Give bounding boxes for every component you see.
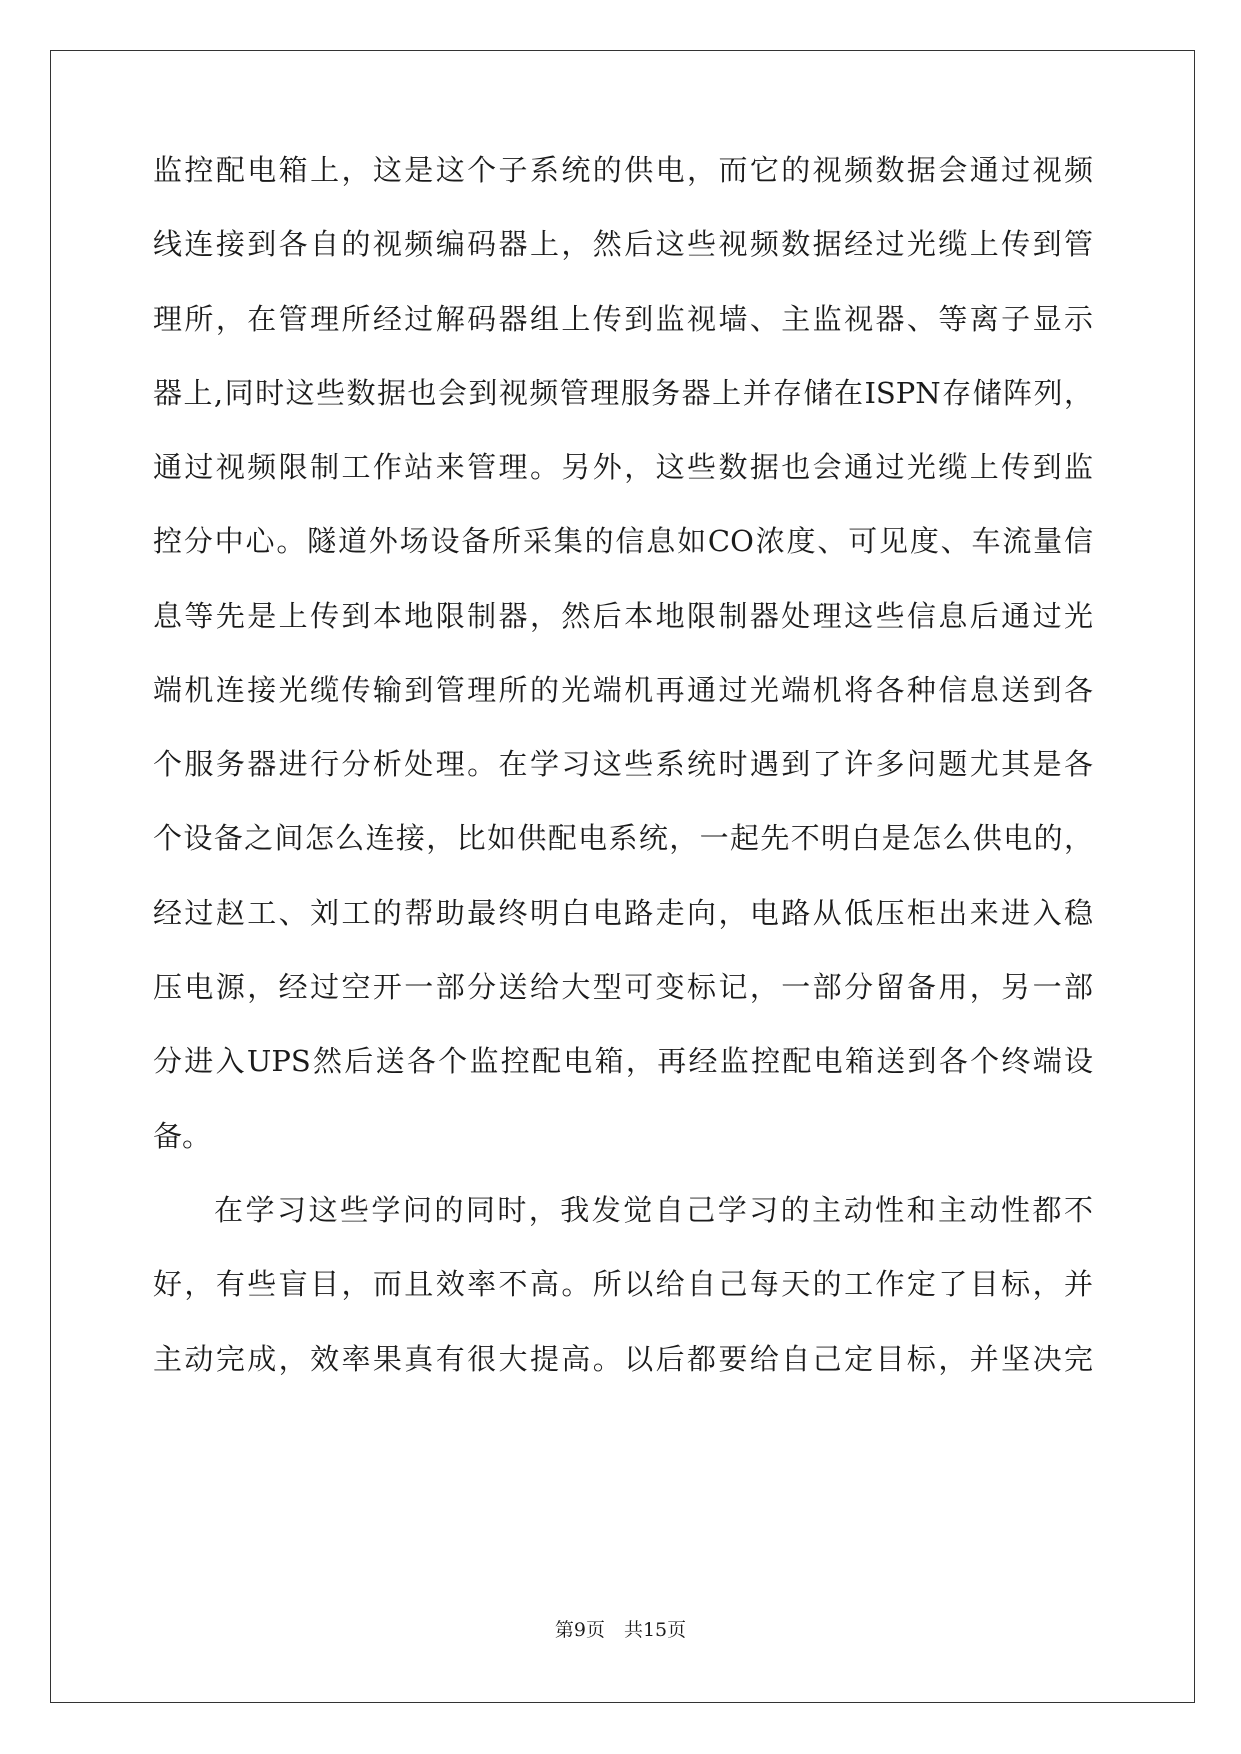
text-line: 个服务器进行分析处理。在学习这些系统时遇到了许多问题尤其是各	[153, 747, 1093, 781]
text-line: 主动完成，效率果真有很大提高。以后都要给自己定目标，并坚决完	[153, 1342, 1093, 1376]
text-line: 个设备之间怎么连接，比如供配电系统，一起先不明白是怎么供电的，	[153, 821, 1093, 855]
text-line: 控分中心。隧道外场设备所采集的信息如CO浓度、可见度、车流量信	[153, 524, 1093, 558]
text-line: 线连接到各自的视频编码器上，然后这些视频数据经过光缆上传到管	[153, 227, 1093, 261]
text-line: 息等先是上传到本地限制器，然后本地限制器处理这些信息后通过光	[153, 599, 1093, 633]
text-line: 经过赵工、刘工的帮助最终明白电路走向，电路从低压柜出来进入稳	[153, 896, 1093, 930]
text-line: 好，有些盲目，而且效率不高。所以给自己每天的工作定了目标，并	[153, 1267, 1093, 1301]
text-line: 分进入UPS然后送各个监控配电箱，再经监控配电箱送到各个终端设	[153, 1044, 1093, 1078]
text-line: 端机连接光缆传输到管理所的光端机再通过光端机将各种信息送到各	[153, 673, 1093, 707]
text-line: 理所，在管理所经过解码器组上传到监视墙、主监视器、等离子显示	[153, 302, 1093, 336]
page-border	[50, 50, 1195, 1703]
text-line: 备。	[153, 1119, 212, 1153]
text-line: 器上,同时这些数据也会到视频管理服务器上并存储在ISPN存储阵列，	[153, 376, 1093, 410]
page-number: 第9页 共15页	[554, 1619, 687, 1641]
text-line: 监控配电箱上，这是这个子系统的供电，而它的视频数据会通过视频	[153, 153, 1093, 187]
text-line: 通过视频限制工作站来管理。另外，这些数据也会通过光缆上传到监	[153, 450, 1093, 484]
text-line: 压电源，经过空开一部分送给大型可变标记，一部分留备用，另一部	[153, 970, 1093, 1004]
text-line: 在学习这些学问的同时，我发觉自己学习的主动性和主动性都不	[214, 1193, 1093, 1227]
